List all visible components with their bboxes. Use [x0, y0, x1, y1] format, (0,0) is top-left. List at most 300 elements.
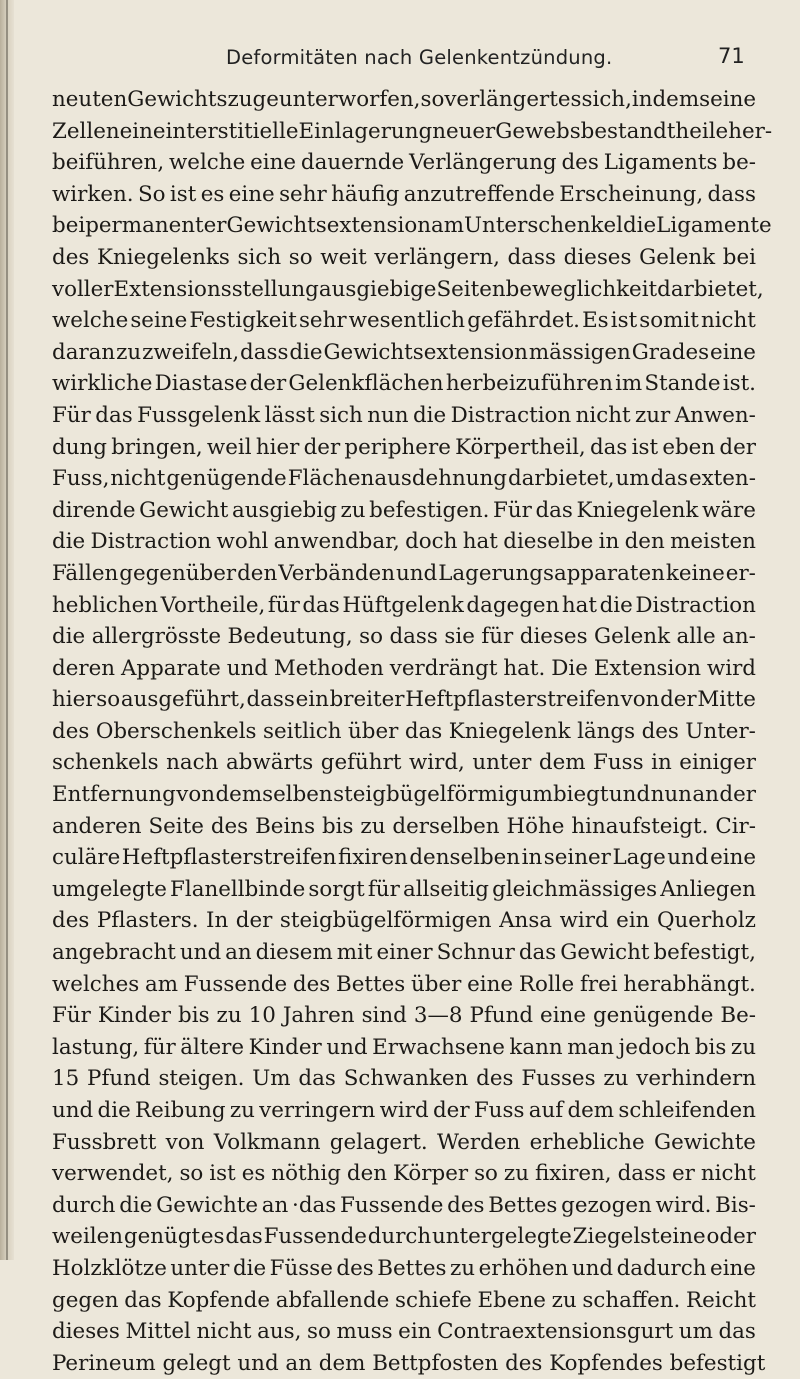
word: deren: [52, 655, 116, 681]
word: Flächenausdehnung: [287, 466, 507, 492]
word: einiger: [679, 750, 756, 776]
word: Beins: [255, 813, 316, 839]
word: längs: [577, 718, 636, 744]
word: Stande: [644, 371, 721, 397]
word: Anliegen: [660, 876, 756, 902]
word: von: [165, 1129, 205, 1155]
word: Festigkeit: [189, 308, 297, 334]
word: der: [719, 434, 756, 460]
word: von: [620, 687, 660, 713]
word: zur: [635, 402, 671, 428]
word: verhindern: [636, 1066, 756, 1092]
word: weit: [320, 244, 367, 270]
word: allseitig: [402, 876, 489, 902]
word: eine: [228, 181, 275, 207]
word: Extensionsstellung: [113, 276, 319, 302]
word: ausgiebig: [231, 497, 337, 523]
word: zu: [503, 1161, 529, 1187]
word: wesentlich: [348, 308, 466, 334]
word: Heftpflasterstreifen: [121, 845, 337, 871]
word: welche: [52, 308, 129, 334]
word: durch: [52, 1192, 116, 1218]
word: die: [52, 624, 86, 650]
word: an: [225, 940, 252, 966]
word: er: [671, 1161, 695, 1187]
word: der: [249, 371, 287, 397]
text-line: [52, 337, 756, 369]
word: das: [95, 402, 133, 428]
word: Fussgelenk: [137, 402, 261, 428]
word: Werden: [437, 1129, 521, 1155]
word: ist.: [722, 371, 756, 397]
word: befestigt,: [653, 940, 756, 966]
word: So: [137, 181, 166, 207]
word: abfallende: [275, 1287, 390, 1313]
word: mit: [336, 940, 373, 966]
word: demselben: [215, 782, 333, 808]
word: am: [144, 971, 179, 997]
word: gelagert.: [329, 1129, 428, 1155]
word: nöthig: [271, 1161, 341, 1187]
word: oder: [706, 1224, 756, 1250]
word: an: [692, 782, 719, 808]
word: dieses: [519, 624, 588, 650]
word: Fällen: [52, 560, 119, 586]
word: Füsse: [269, 1255, 333, 1281]
word: Verlängerung: [409, 150, 557, 176]
word: an: [261, 1192, 289, 1218]
word: gezogen: [561, 1192, 652, 1218]
word: wird: [559, 908, 609, 934]
word: des: [447, 1192, 485, 1218]
word: nicht: [700, 308, 756, 334]
word: er-: [725, 560, 756, 586]
word: über: [411, 971, 462, 997]
word: dass: [707, 181, 756, 207]
word: steigbügelförmigen: [279, 908, 492, 934]
word: sich,: [581, 87, 632, 112]
word: doch: [405, 529, 458, 555]
word: interstitielle: [165, 118, 299, 144]
word: verringern: [259, 1098, 376, 1123]
word: des: [336, 1255, 374, 1281]
word: Bis-: [715, 1192, 756, 1218]
word: zu: [340, 497, 366, 523]
word: Fuss: [593, 750, 644, 776]
word: allergrösste: [91, 624, 222, 650]
text-line: [52, 779, 756, 811]
word: Körper: [393, 1161, 469, 1187]
word: Oberschenkels: [95, 718, 257, 744]
word: dagegen: [466, 592, 560, 618]
word: eine: [540, 1003, 586, 1029]
word: Distraction: [90, 529, 212, 555]
word: es: [241, 1161, 266, 1187]
word: hat: [561, 592, 598, 618]
word: be-: [722, 150, 756, 176]
word: dass: [389, 624, 438, 650]
word: um: [678, 1319, 713, 1345]
word: ein: [398, 1319, 432, 1345]
word: neuer: [432, 118, 496, 144]
word: verlängern,: [374, 244, 500, 270]
word: Schwanken: [343, 1066, 469, 1092]
word: dem: [538, 750, 586, 776]
word: Mittel: [125, 1319, 191, 1345]
word: seitlich: [263, 718, 342, 744]
word: eine: [467, 971, 514, 997]
word: der: [719, 782, 756, 808]
word: dung: [52, 434, 107, 460]
word: Ansa: [499, 908, 553, 934]
word: und: [608, 782, 651, 808]
word: das: [302, 592, 340, 618]
word: sind: [361, 1003, 407, 1029]
word: welche: [169, 150, 246, 176]
word: wird: [706, 655, 756, 681]
word: ist: [169, 181, 197, 207]
word: sich: [319, 402, 363, 428]
word: Reicht: [686, 1287, 756, 1313]
word: Unter-: [685, 718, 756, 744]
word: des: [641, 718, 679, 744]
word: die: [599, 592, 633, 618]
word: Distraction: [635, 592, 756, 618]
word: seine: [699, 87, 757, 112]
word: indem: [631, 87, 700, 112]
word: permanenter: [85, 213, 227, 239]
text-line: [52, 874, 756, 906]
word: schaffen.: [582, 1287, 681, 1313]
word: sorgt: [308, 876, 365, 902]
word: der: [235, 908, 273, 934]
word: Methoden: [273, 655, 384, 681]
word: Die: [551, 655, 588, 681]
text-line: [52, 969, 756, 1001]
text-line: [52, 1316, 756, 1348]
text-line: [52, 1095, 756, 1127]
word: Entfernung: [52, 782, 176, 808]
word: Für: [52, 1003, 91, 1029]
word: Pfund: [469, 1003, 534, 1029]
word: dass: [507, 244, 556, 270]
word: Apparate: [120, 655, 221, 681]
text-line: [52, 905, 756, 937]
text-line: [52, 400, 756, 432]
word: hat.: [503, 655, 546, 681]
word: periphere: [344, 434, 451, 460]
word: befestigen.: [369, 497, 490, 523]
word: das: [518, 940, 557, 966]
word: muss: [336, 1319, 393, 1345]
word: wird: [379, 1098, 429, 1123]
word: umbiegt: [518, 782, 609, 808]
word: so: [474, 1161, 498, 1187]
word: es: [557, 87, 582, 112]
word: des: [292, 971, 331, 997]
word: wird.: [655, 1192, 712, 1218]
word: diesem: [255, 940, 333, 966]
word: unter: [472, 750, 532, 776]
word: anwendbar,: [273, 529, 400, 555]
word: Bettes: [336, 971, 406, 997]
text-line: [52, 495, 756, 527]
word: fixiren,: [534, 1161, 612, 1187]
word: exten-: [688, 466, 756, 492]
text-line: [52, 84, 756, 116]
text-line: [52, 179, 756, 211]
word: Ligaments: [603, 150, 718, 176]
word: nicht: [575, 402, 631, 428]
word: bringen,: [111, 434, 203, 460]
word: man: [567, 1034, 615, 1060]
word: des: [210, 813, 249, 839]
word: abwärts: [225, 750, 314, 776]
word: ist: [209, 1161, 236, 1187]
word: des: [561, 150, 599, 176]
word: um: [615, 466, 650, 492]
word: Rolle: [518, 971, 575, 997]
word: hier: [52, 687, 96, 713]
word: zu: [551, 1287, 577, 1313]
word: Höhe: [506, 813, 565, 839]
word: Extension: [593, 655, 701, 681]
word: In: [206, 908, 229, 934]
word: 15: [52, 1066, 80, 1092]
word: Volkmann: [213, 1129, 321, 1155]
word: Ziegelsteine: [572, 1224, 706, 1250]
word: eine: [250, 150, 297, 176]
text-line: [52, 147, 756, 179]
word: Für: [493, 497, 532, 523]
word: zu: [229, 1098, 255, 1123]
word: Heftpflasterstreifen: [405, 687, 620, 713]
text-line: [52, 432, 756, 464]
word: dass: [246, 687, 295, 713]
word: Holzklötze: [52, 1255, 167, 1281]
word: Gewichte: [156, 1192, 259, 1218]
word: Kinder: [97, 1003, 172, 1029]
word: nun: [650, 782, 692, 808]
word: geführt: [320, 750, 402, 776]
word: Diastase: [154, 371, 248, 397]
word: wäre: [701, 497, 756, 523]
word: schiefe: [395, 1287, 472, 1313]
word: den: [237, 560, 278, 586]
word: voller: [52, 276, 114, 302]
word: es: [200, 1224, 225, 1250]
word: genügt: [123, 1224, 201, 1250]
word: darbietet,: [507, 466, 615, 492]
word: bei: [722, 244, 756, 270]
word: zu: [450, 1255, 476, 1281]
word: Vortheile,: [160, 592, 266, 618]
word: das: [225, 1224, 263, 1250]
word: ausgiebige: [318, 276, 437, 302]
text-line: [52, 621, 756, 653]
text-line: [52, 937, 756, 969]
word: nun: [367, 402, 409, 428]
word: Flanellbinde: [170, 876, 306, 902]
word: über: [348, 718, 399, 744]
word: hinaufsteigt.: [571, 813, 709, 839]
word: die: [97, 1098, 131, 1123]
word: des: [52, 244, 90, 270]
word: bis: [694, 1034, 727, 1060]
word: Körpertheil,: [455, 434, 586, 460]
word: dauernde: [300, 150, 405, 176]
word: ist: [610, 308, 638, 334]
word: wirkliche: [52, 371, 153, 397]
word: nach: [166, 750, 219, 776]
word: ausgeführt,: [120, 687, 246, 713]
word: Ebene: [477, 1287, 546, 1313]
word: Gelenkflächen: [288, 371, 444, 397]
word: weilen: [52, 1224, 124, 1250]
word: genügende: [592, 1003, 714, 1029]
word: und: [226, 655, 268, 681]
word: herabhängt.: [623, 971, 756, 997]
word: sie: [444, 624, 475, 650]
word: für: [267, 592, 300, 618]
word: verwendet,: [52, 1161, 174, 1187]
word: das: [589, 434, 628, 460]
word: für: [481, 624, 514, 650]
word: Fussende: [263, 1224, 367, 1250]
word: für: [143, 1034, 176, 1060]
word: dieselbe: [503, 529, 594, 555]
word: auf: [528, 1098, 564, 1123]
text-line: [52, 1127, 756, 1159]
word: hier: [255, 434, 300, 460]
word: in: [651, 750, 672, 776]
word: so: [288, 244, 313, 270]
word: Fussbrett: [52, 1129, 157, 1155]
word: in: [521, 845, 543, 871]
word: eben: [662, 434, 716, 460]
word: steigbügelförmig: [333, 782, 519, 808]
word: die: [52, 529, 86, 555]
word: gegenüber: [119, 560, 237, 586]
text-line: [52, 684, 756, 716]
word: erhöhen: [478, 1255, 569, 1281]
word: herbeizuführen: [445, 371, 613, 397]
word: Erwachsene: [372, 1034, 505, 1060]
word: alle: [676, 624, 716, 650]
word: Pfund: [87, 1066, 151, 1092]
word: des: [476, 1066, 514, 1092]
word: daran: [52, 339, 116, 365]
word: sehr: [279, 181, 327, 207]
word: so: [96, 687, 121, 713]
word: an-: [722, 624, 756, 650]
word: Mitte: [697, 687, 756, 713]
word: Unterschenkel: [464, 213, 623, 239]
word: Grades: [631, 339, 710, 365]
word: Anwen-: [674, 402, 756, 428]
word: Reibung: [135, 1098, 226, 1123]
word: Kinder: [248, 1034, 322, 1060]
word: ein: [295, 687, 329, 713]
word: ein: [616, 908, 650, 934]
text-line: [52, 274, 764, 306]
word: und: [326, 1034, 368, 1060]
word: neuten: [52, 87, 128, 112]
word: dem: [567, 1098, 615, 1123]
text-line: [52, 1190, 756, 1222]
word: Kniegelenk: [576, 497, 699, 523]
text-line: [52, 1158, 756, 1190]
word: jedoch: [618, 1034, 691, 1060]
word: so: [179, 1161, 204, 1187]
word: kann: [509, 1034, 563, 1060]
word: hat: [462, 529, 498, 555]
text-line: [52, 1032, 756, 1064]
word: Um: [252, 1066, 291, 1092]
word: und: [52, 1098, 94, 1123]
word: Fuss,: [52, 466, 110, 492]
word: eine: [710, 845, 756, 871]
text-line: [52, 811, 756, 843]
word: sehr: [298, 308, 347, 334]
text-line: [52, 842, 756, 874]
word: in: [598, 529, 620, 555]
word: schenkels: [52, 750, 159, 776]
word: ·das: [292, 1192, 337, 1218]
word: zu: [116, 339, 142, 365]
word: Bettes: [377, 1255, 447, 1281]
word: so: [420, 87, 445, 112]
word: Für: [52, 402, 91, 428]
word: somit: [639, 308, 699, 334]
page-number: 71: [718, 44, 745, 68]
word: Zellen: [52, 118, 120, 144]
word: die: [289, 339, 323, 365]
word: dadurch: [616, 1255, 707, 1281]
word: Pflasters.: [96, 908, 199, 934]
word: darbietet,: [657, 276, 764, 302]
word: und: [395, 560, 438, 586]
word: mässigen: [528, 339, 631, 365]
word: Jahren: [282, 1003, 355, 1029]
word: aus,: [257, 1319, 302, 1345]
word: das: [718, 1319, 756, 1345]
word: 3—8: [413, 1003, 463, 1029]
word: Distraction: [450, 402, 572, 428]
word: her-: [728, 118, 773, 144]
word: zu: [216, 1003, 242, 1029]
word: den: [624, 529, 665, 555]
text-line: [52, 526, 756, 558]
word: unterworfen,: [278, 87, 421, 112]
word: die: [232, 1255, 267, 1281]
word: und: [571, 1255, 614, 1281]
word: Kniegelenks: [97, 244, 230, 270]
word: der: [660, 687, 697, 713]
word: Ligamente: [656, 213, 772, 239]
word: verlängert: [444, 87, 558, 112]
word: Fussende: [340, 1192, 444, 1218]
word: dieses: [563, 244, 632, 270]
word: angebracht: [52, 940, 176, 966]
word: Hüftgelenk: [342, 592, 464, 618]
word: Gelenk: [639, 244, 716, 270]
text-line: Perineum gelegt und an dem Bettpfosten des Kopfendes befestigt: [52, 1350, 766, 1376]
word: dass: [617, 1161, 666, 1187]
word: anzutreffende: [403, 181, 555, 207]
word: weil: [206, 434, 252, 460]
word: Kopfende: [167, 1287, 271, 1313]
